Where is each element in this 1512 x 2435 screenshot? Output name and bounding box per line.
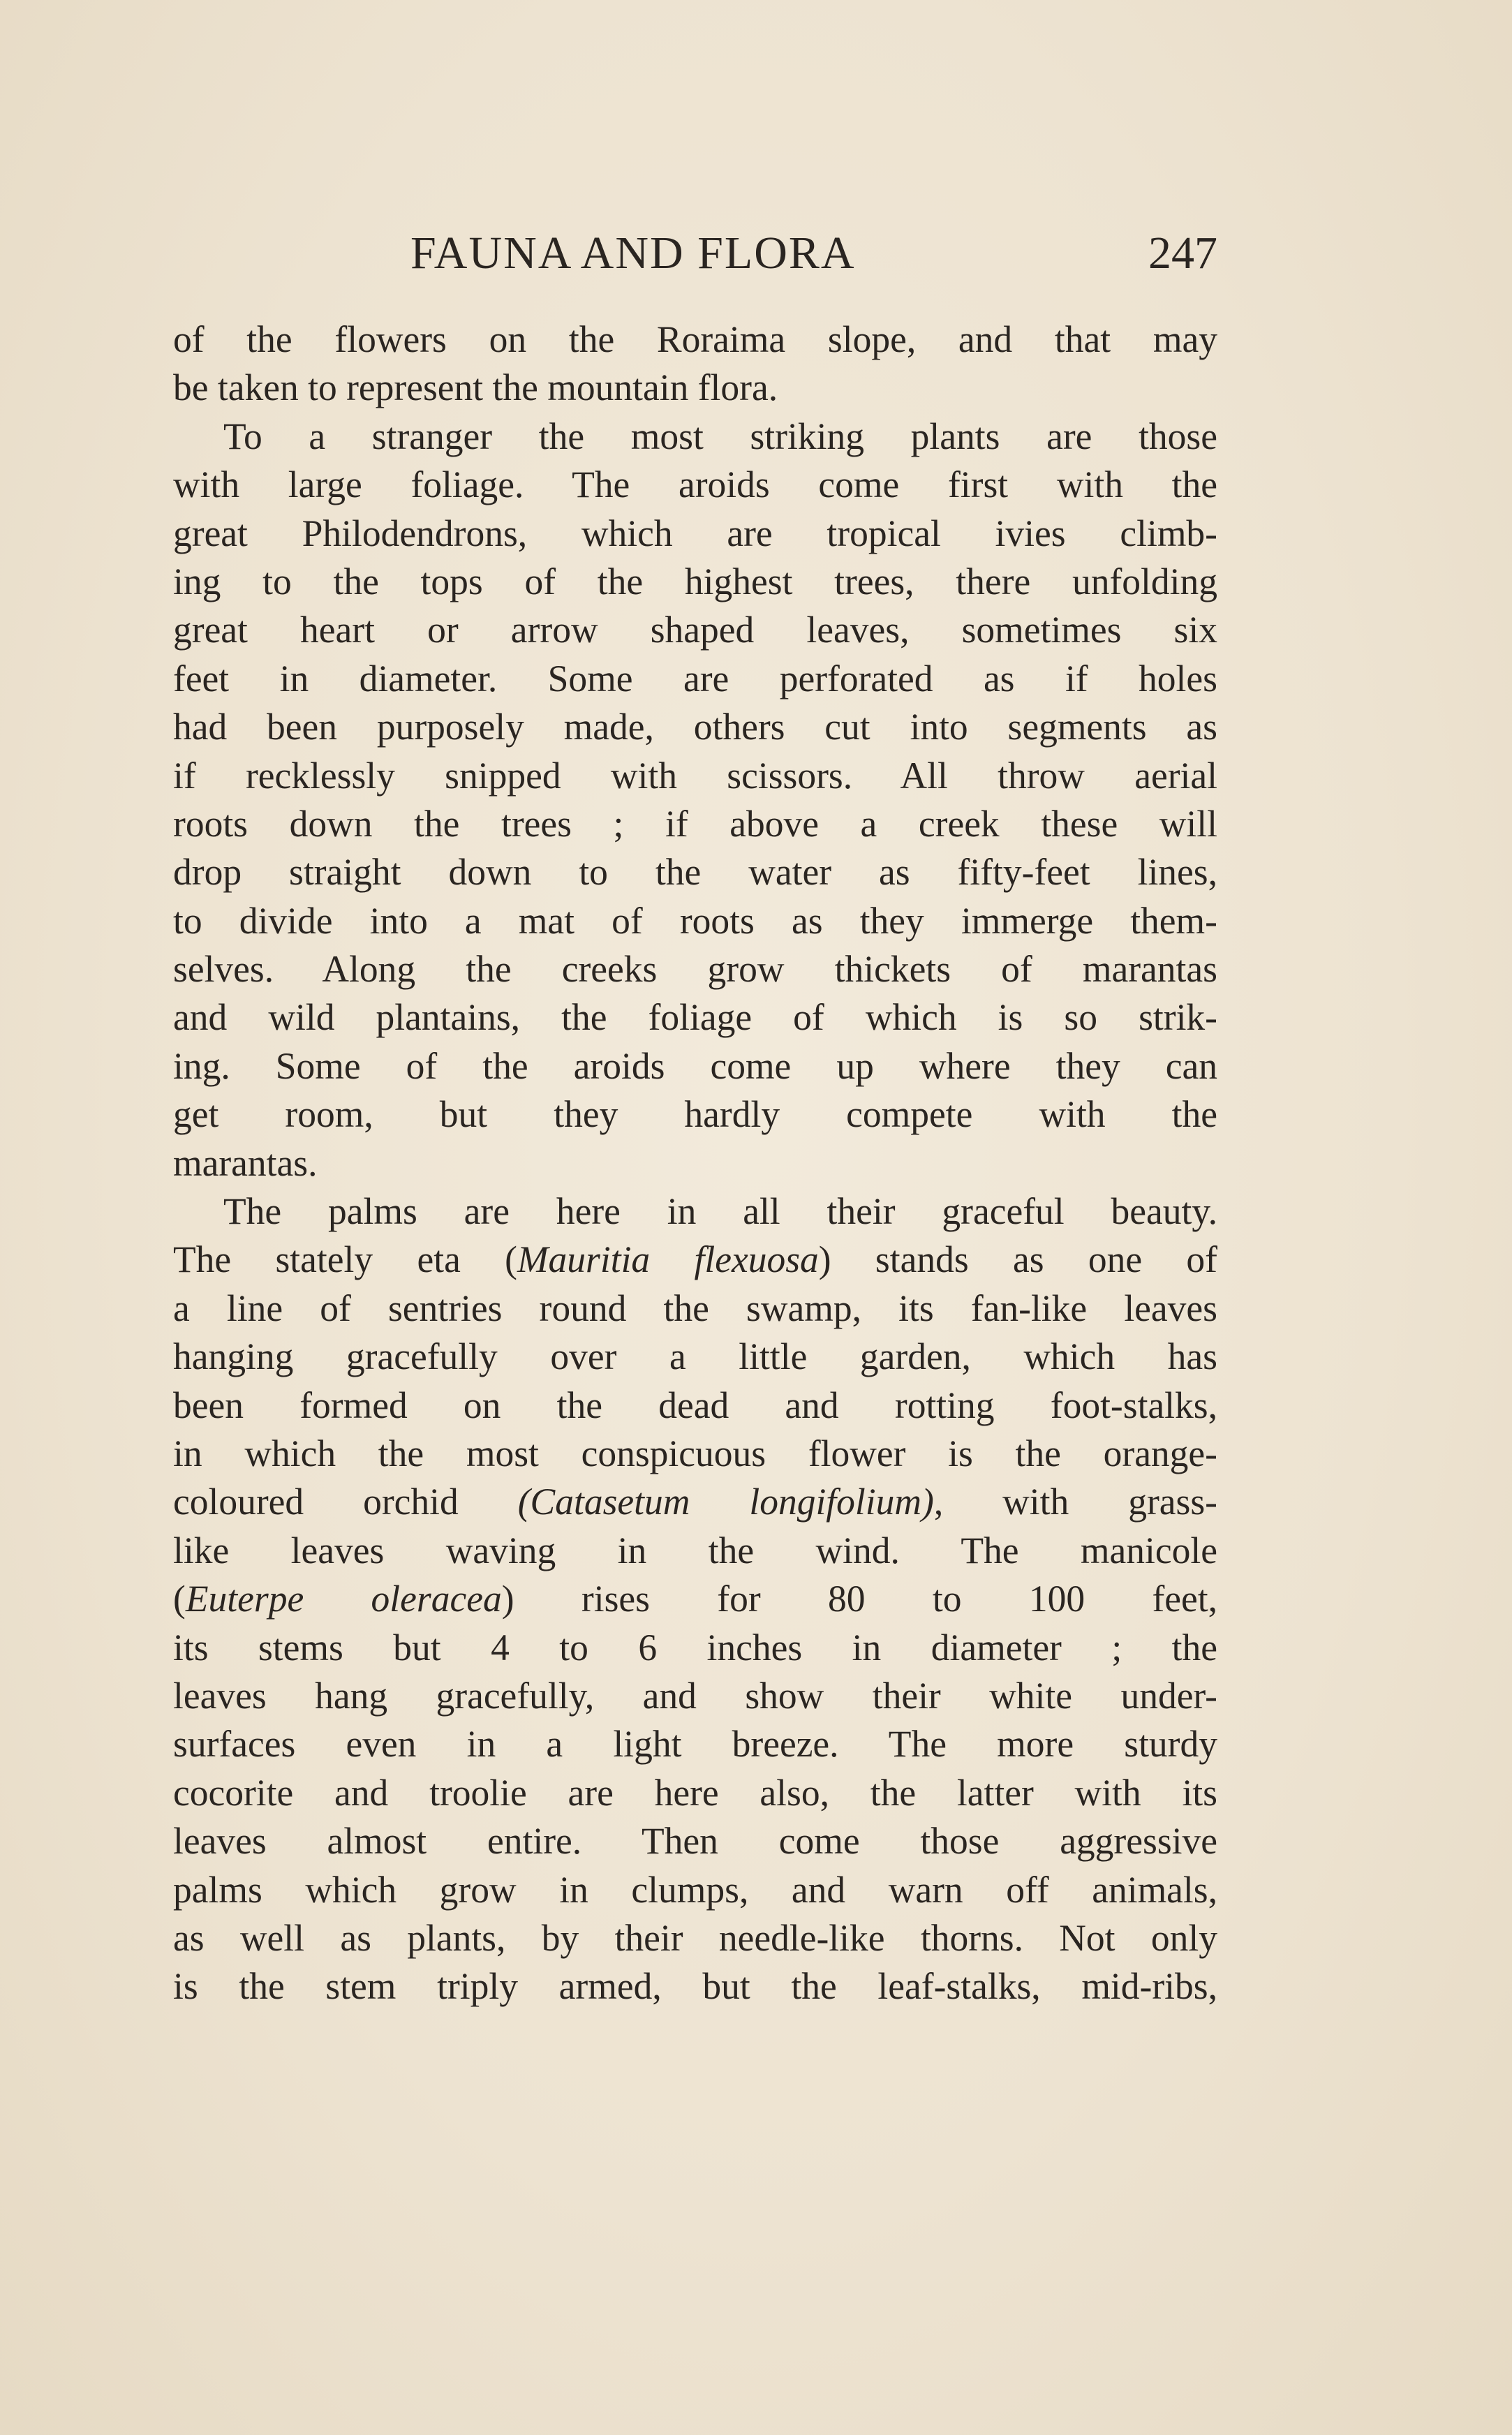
- species-name: Mauritia flexuosa: [517, 1238, 819, 1281]
- text-line: surfaces even in a light breeze. The more sturdy: [173, 1723, 1217, 1766]
- page-header: [173, 222, 1217, 285]
- text-line: a line of sentries round the swamp, its fan-like leaves: [173, 1287, 1217, 1329]
- text-line: is the stem triply armed, but the leaf-stalks, mid-ribs,: [173, 1965, 1217, 2008]
- text-line: The palms are here in all their graceful beauty.: [223, 1190, 1217, 1233]
- text-line: in which the most conspicuous flower is the orange-: [173, 1432, 1217, 1474]
- text-line: ing to the tops of the highest trees, there unfolding: [173, 560, 1217, 602]
- text-line: leaves almost entire. Then come those aggressive: [173, 1820, 1217, 1863]
- text-line: with large foliage. The aroids come first with the: [173, 464, 1217, 506]
- species-name: (Catasetum longifolium): [517, 1481, 934, 1523]
- text-line: get room, but they hardly compete with the: [173, 1093, 1217, 1136]
- text-segment: The stately eta (: [173, 1238, 517, 1281]
- text-line: roots down the trees ; if above a creek these will: [173, 802, 1217, 845]
- running-head: FAUNA AND FLORA: [410, 228, 856, 279]
- text-segment: ) stands as one of: [818, 1238, 1217, 1281]
- text-line-with-italic: [173, 1236, 1217, 1284]
- text-line: been formed on the dead and rotting foot-stalks,: [173, 1384, 1217, 1426]
- text-line-with-italic: [173, 1575, 1217, 1623]
- text-line: as well as plants, by their needle-like thorns. Not only: [173, 1916, 1217, 1959]
- text-line: selves. Along the creeks grow thickets of marantas: [173, 948, 1217, 991]
- text-line: and wild plantains, the foliage of which is so strik-: [173, 996, 1217, 1039]
- text-line: feet in diameter. Some are perforated as if holes: [173, 657, 1217, 700]
- text-line: had been purposely made, others cut into segments as: [173, 706, 1217, 748]
- text-segment: coloured orchid: [173, 1481, 518, 1523]
- text-segment: , with grass-: [933, 1481, 1217, 1523]
- page-number: 247: [1148, 228, 1217, 279]
- text-line: if recklessly snipped with scissors. All throw aerial: [173, 754, 1217, 797]
- text-line: leaves hang gracefully, and show their white under-: [173, 1674, 1217, 1717]
- text-line: great Philodendrons, which are tropical ivies climb-: [173, 512, 1217, 554]
- text-line: cocorite and troolie are here also, the latter with its: [173, 1771, 1217, 1814]
- text-line: drop straight down to the water as fifty-feet lines,: [173, 851, 1217, 894]
- text-line: palms which grow in clumps, and warn off animals,: [173, 1868, 1217, 1911]
- text-line: to divide into a mat of roots as they immerge them-: [173, 899, 1217, 942]
- text-line-with-italic: [173, 1478, 1217, 1526]
- text-line: hanging gracefully over a little garden, which has: [173, 1335, 1217, 1378]
- species-name: Euterpe oleracea: [185, 1578, 502, 1620]
- text-line: ing. Some of the aroids come up where they can: [173, 1044, 1217, 1087]
- text-segment: ) rises for 80 to 100 feet,: [501, 1578, 1217, 1620]
- text-line: like leaves waving in the wind. The manicole: [173, 1529, 1217, 1571]
- body-text: [173, 316, 1217, 2011]
- text-line: be taken to represent the mountain flora.: [173, 367, 778, 409]
- text-line: its stems but 4 to 6 inches in diameter ; the: [173, 1626, 1217, 1668]
- text-line: great heart or arrow shaped leaves, sometimes six: [173, 609, 1217, 651]
- text-segment: (: [173, 1578, 186, 1620]
- text-line: of the flowers on the Roraima slope, and that may: [173, 318, 1217, 360]
- text-line: To a stranger the most striking plants are those: [223, 415, 1217, 457]
- text-line: marantas.: [173, 1141, 318, 1184]
